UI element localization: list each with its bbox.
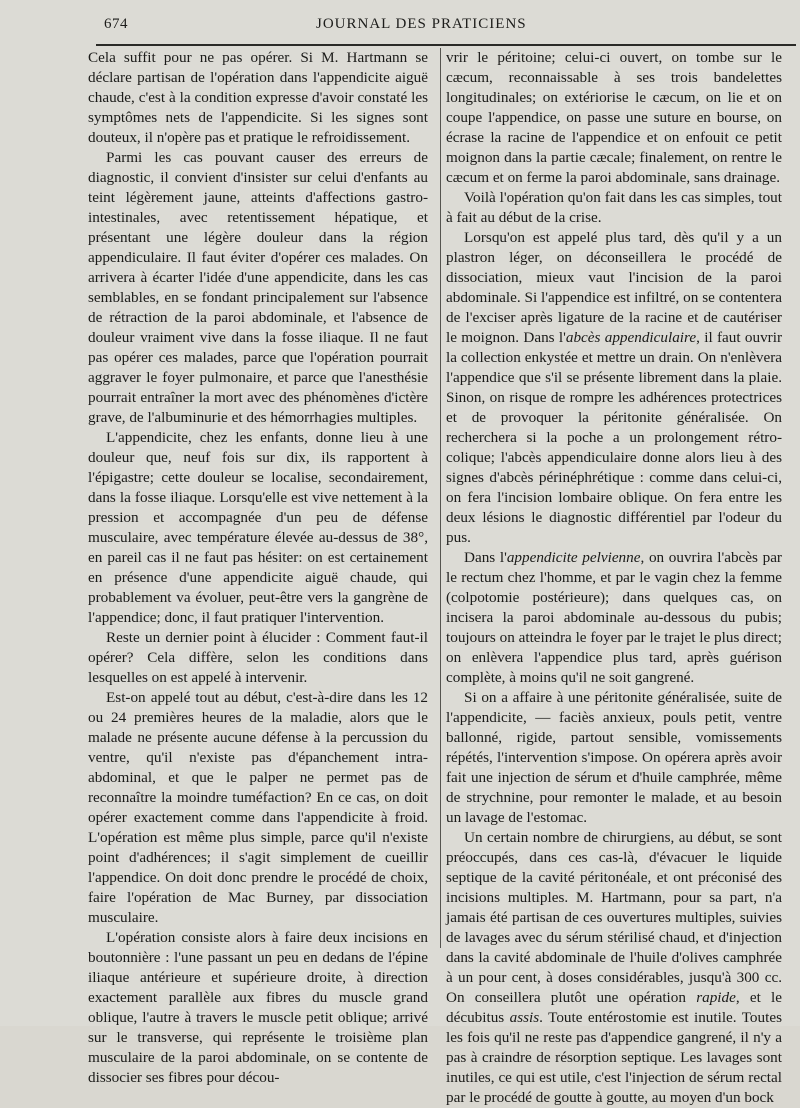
paragraph-text: . Toute entérostomie est inutile. Toutes les fois qu'il ne reste pas d'appendice gangrené, il n'y a pas à craindre de résorption septique. Les lavages sont inutiles, ce qui est utile, c'est l'injection de sérum rectal par le procédé de goutte à goutte, au moyen d'un bock bbox=[446, 1009, 782, 1106]
header-rule bbox=[96, 44, 796, 46]
paragraph: L'appendicite, chez les enfants, donne lieu à une douleur que, neuf fois sur dix, ils rapportent à l'épigastre; cette douleur se localise, secondairement, dans la fosse iliaque. Lorsqu'elle est vive nettement à la pression et accompagnée d'un peu de défense musculaire, avec température élevée au-dessus de 38°, en pareil cas il ne faut pas hésiter: on est certainement en présence d'une appendicite aiguë chaude, qui probablement va évoluer, peut-être vers la gangrène de l'appendice; donc, il faut pratiquer l'intervention. bbox=[88, 429, 428, 626]
paragraph: L'opération consiste alors à faire deux incisions en boutonnière : l'une passant un peu en dedans de l'épine iliaque antérieure et supérieure droite, à direction exactement parallèle aux fibres du muscle grand oblique, l'autre à travers le muscle petit oblique; arrivé sur le transverse, qui représente le troisième plan musculaire de la paroi abdominale, on se contente de dissocier ses fibres pour décou- bbox=[88, 929, 428, 1086]
paragraph-text: , il faut ouvrir la collection enkystée et mettre un drain. On n'enlèvera l'appendice que s'il se présente librement dans la plaie. Sinon, on risque de rompre les adhérences protectrices et de provoquer la péritonite généralisée. On recherchera si la poche a un prolongement rétro-colique; l'abcès appendiculaire donne alors lieu à des signes d'abcès périnéphrétique : comme dans celui-ci, on fera l'incision lombaire oblique. On fera entre les deux lésions le diagnostic différentiel par l'odeur du pus. bbox=[446, 329, 782, 546]
paragraph: Est-on appelé tout au début, c'est-à-dire dans les 12 ou 24 premières heures de la maladie, alors que le malade ne présente aucune défense à la percussion du ventre, qu'il n'existe pas d'épanchement intra-abdominal, et que le palper ne permet pas de reconnaître la moindre tuméfaction? En ce cas, on doit opérer exactement comme dans l'appendicite à froid. L'opération est même plus simple, parce qu'il n'existe point d'adhérences; il s'agit simplement de cueillir l'appendice. On doit donc prendre le procédé de choix, faire l'opération de Mac Burney, par dissociation musculaire. bbox=[88, 689, 428, 926]
paragraph bbox=[446, 48, 782, 188]
running-title: JOURNAL DES PRATICIENS bbox=[316, 16, 527, 32]
italic-term: abcès appendiculaire bbox=[565, 329, 697, 346]
right-column bbox=[446, 48, 782, 1108]
column-divider bbox=[440, 48, 441, 948]
paragraph-text: Lorsqu'on est appelé plus tard, dès qu'il y a un plastron léger, on déconseillera le procédé de dissociation, mieux vaut l'incision de la paroi abdominale. Si l'appendice est infiltré, on se contentera de l'exciser après ligature de la racine et de cautériser le moignon. Dans l' bbox=[446, 229, 782, 346]
paragraph-text: , on ouvrira l'abcès par le rectum chez l'homme, et par le vagin chez la femme (colpotomie postérieure); dans quelques cas, on incisera la paroi abdominale au-dessous du pubis; toujours on atteindra le foyer par le trajet le plus direct; on enlèvera l'appendice plus tard, après guérison complète, à moins qu'il ne soit gangrené. bbox=[446, 549, 782, 686]
paragraph-text: Voilà l'opération qu'on fait dans les cas simples, tout à fait au début de la crise. bbox=[446, 189, 782, 226]
paragraph: Reste un dernier point à élucider : Comment faut-il opérer? Cela diffère, selon les conditions dans lesquelles on est appelé à intervenir. bbox=[88, 629, 428, 686]
paragraph bbox=[446, 228, 782, 548]
paragraph-text: Un certain nombre de chirurgiens, au début, se sont préoccupés, dans ces cas-là, d'évacuer le liquide septique de la cavité péritonéale, et ont préconisé des incisions multiples. M. Hartmann, pour sa part, n'a jamais été partisan de ces ouvertures multiples, suivies de lavages avec du sérum stérilisé chaud, et d'injection dans la cavité abdominale de l'huile d'olives camphrée à un pour cent, à doses considérables, jusqu'à 300 cc. On conseillera plutôt une opération bbox=[446, 829, 782, 1006]
paragraph bbox=[446, 828, 782, 1108]
italic-term: rapide bbox=[696, 989, 736, 1006]
page-number: 674 bbox=[104, 16, 128, 32]
paragraph-text: Dans l' bbox=[464, 549, 507, 566]
left-column bbox=[88, 48, 428, 1088]
paragraph-text: vrir le péritoine; celui-ci ouvert, on tombe sur le cæcum, reconnaissable à ses trois bandelettes longitudinales; on extériorise le cæcum, on lie et on coupe l'appendice, on passe une suture en bourse, on écrase la racine de l'appendice et on enfouit ce petit moignon dans la partie cæcale; finalement, on rentre le cæcum et on ferme la paroi abdominale, sans drainage. bbox=[446, 49, 782, 186]
paragraph-text: Si on a affaire à une péritonite généralisée, suite de l'appendicite, — faciès anxieux, pouls petit, ventre ballonné, rigide, partout sensible, vomissements répétés, l'intervention s'impose. On opérera après avoir fait une injection de sérum et d'huile camphrée, même de strychnine, pour remonter le malade, et au besoin un lavage de l'estomac. bbox=[446, 689, 782, 826]
paragraph-text: , et le décubitus bbox=[446, 989, 783, 1026]
italic-term: appendicite pelvienne bbox=[506, 549, 641, 566]
page-header bbox=[86, 14, 786, 38]
paragraph bbox=[446, 548, 782, 688]
paragraph: Cela suffit pour ne pas opérer. Si M. Hartmann se déclare partisan de l'opération dans l'appendicite aiguë chaude, c'est à la condition expresse d'avoir constaté les symptômes nets de l'appendicite. Si les signes sont douteux, il n'opère pas et pratique le refroidissement. bbox=[88, 49, 428, 146]
paragraph bbox=[446, 188, 782, 228]
paragraph bbox=[446, 688, 782, 828]
paragraph: Parmi les cas pouvant causer des erreurs de diagnostic, il convient d'insister sur celui d'enfants au teint légèrement jaune, atteints d'affections gastro-intestinales, avec retentissement hépatique, et présentant une légère douleur dans la région appendiculaire. Il faut éviter d'opérer ces malades. On arrivera à écarter l'idée d'une appendicite, dans les cas semblables, en se fondant principalement sur l'absence de rétraction de la paroi abdominale, et l'absence de douleur vraiment vive dans la fosse iliaque. Il ne faut pas opérer ces malades, parce que l'opération pourrait aggraver le foyer pulmonaire, et parce que l'anesthésie pourrait entraîner la mort avec des phénomènes d'ictère grave, de l'albuminurie et des hémorrhagies multiples. bbox=[88, 149, 428, 426]
italic-term: assis bbox=[509, 1009, 540, 1026]
